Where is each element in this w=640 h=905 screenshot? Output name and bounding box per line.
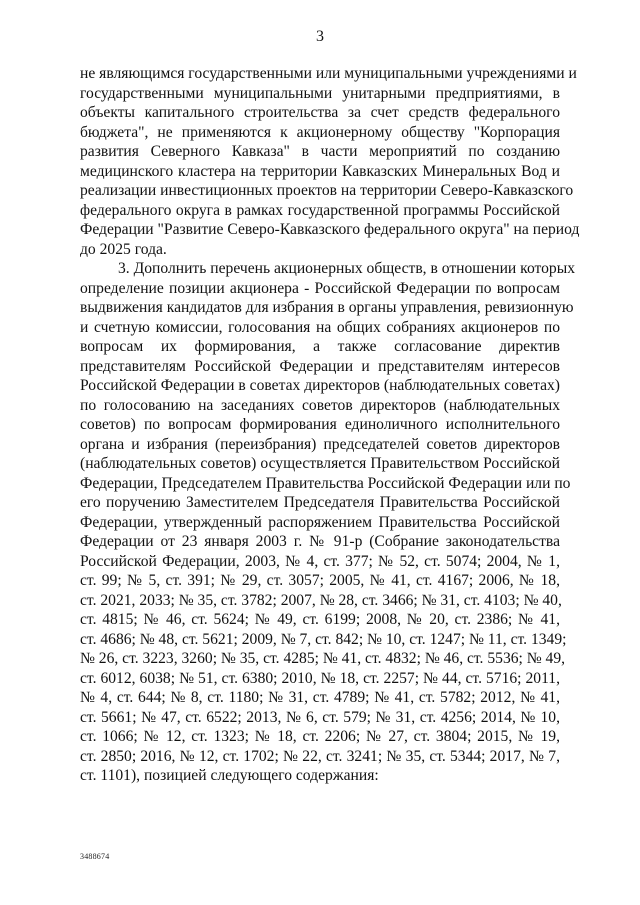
text-line: ст. 1066; № 12, ст. 1323; № 18, ст. 2206; № 27, ст. 3804; 2015, № 19, bbox=[80, 728, 560, 745]
text-line: Федерации от 23 января 2003 г. № 91-р (Собрание законодательства bbox=[80, 533, 560, 550]
document-body bbox=[80, 64, 580, 786]
text-line: № 26, ст. 3223, 3260; № 35, ст. 4285; № 41, ст. 4832; № 46, ст. 5536; № 49, bbox=[80, 650, 566, 667]
text-line: по голосованию на заседаниях советов директоров (наблюдательных bbox=[80, 396, 560, 414]
text-line: его поручению Заместителем Председателя Правительства Российской bbox=[80, 494, 560, 511]
page-number: 3 bbox=[316, 28, 324, 45]
text-line: советов) по вопросам формирования единоличного исполнительного bbox=[80, 416, 560, 433]
text-line: государственными муниципальными унитарными предприятиями, в bbox=[80, 84, 560, 102]
text-line: Российской Федерации в советах директоров (наблюдательных советах) bbox=[80, 377, 560, 394]
text-line: выдвижения кандидатов для избрания в органы управления, ревизионную bbox=[80, 299, 574, 316]
text-line: Федерации, Председателем Правительства Российской Федерации или по bbox=[80, 474, 571, 492]
text-line: ст. 2850; 2016, № 12, ст. 1702; № 22, ст. 3241; № 35, ст. 5344; 2017, № 7, bbox=[80, 747, 560, 765]
text-line: медицинского кластера на территории Кавказских Минеральных Вод и bbox=[80, 162, 560, 180]
text-line: Федерации, утвержденный распоряжением Правительства Российской bbox=[80, 513, 560, 531]
text-line: ст. 1101), позицией следующего содержания: bbox=[80, 767, 379, 784]
text-line: 3. Дополнить перечень акционерных обществ, в отношении которых bbox=[118, 260, 576, 277]
text-line: ст. 6012, 6038; № 51, ст. 6380; 2010, № 18, ст. 2257; № 44, ст. 5716; 2011, bbox=[80, 669, 560, 687]
text-line: ст. 99; № 5, ст. 391; № 29, ст. 3057; 2005, № 41, ст. 4167; 2006, № 18, bbox=[80, 572, 560, 589]
text-line: ст. 4686; № 48, ст. 5621; 2009, № 7, ст. 842; № 10, ст. 1247; № 11, ст. 1349; bbox=[80, 630, 567, 648]
text-line: ст. 4815; № 46, ст. 5624; № 49, ст. 6199; 2008, № 20, ст. 2386; № 41, bbox=[80, 611, 560, 628]
text-line: № 4, ст. 644; № 8, ст. 1180; № 31, ст. 4789; № 41, ст. 5782; 2012, № 41, bbox=[80, 689, 560, 706]
document-code: 3488674 bbox=[80, 852, 110, 861]
text-line: не являющимся государственными или муниципальными учреждениями и bbox=[80, 65, 577, 82]
text-line: реализации инвестиционных проектов на территории Северо-Кавказского bbox=[80, 182, 574, 199]
text-line: ст. 5661; № 47, ст. 6522; 2013, № 6, ст. 579; № 31, ст. 4256; 2014, № 10, bbox=[80, 708, 560, 726]
text-line: бюджета", не применяются к акционерному обществу "Корпорация bbox=[80, 123, 560, 141]
text-line: ст. 2021, 2033; № 35, ст. 3782; 2007, № 28, ст. 3466; № 31, ст. 4103; № 40, bbox=[80, 591, 562, 609]
text-line: представителям Российской Федерации и представителям интересов bbox=[80, 357, 560, 375]
text-line: (наблюдательных советов) осуществляется Правительством Российской bbox=[80, 455, 560, 472]
text-line: развития Северного Кавказа" в части мероприятий по созданию bbox=[80, 143, 560, 160]
text-line: определение позиции акционера - Российской Федерации по вопросам bbox=[80, 279, 560, 297]
text-line: объекты капитального строительства за счет средств федерального bbox=[80, 104, 560, 121]
text-line: федерального округа в рамках государственной программы Российской bbox=[80, 201, 560, 219]
paragraph-1 bbox=[80, 64, 580, 259]
paragraph-2 bbox=[80, 259, 576, 786]
text-line: органа и избрания (переизбрания) председателей советов директоров bbox=[80, 435, 560, 453]
text-line: до 2025 года. bbox=[80, 240, 167, 258]
text-line: Российской Федерации, 2003, № 4, ст. 377; № 52, ст. 5074; 2004, № 1, bbox=[80, 552, 560, 570]
text-line: и счетную комиссии, голосования на общих собраниях акционеров по bbox=[80, 318, 560, 336]
text-line: Федерации "Развитие Северо-Кавказского федерального округа" на период bbox=[80, 221, 580, 238]
text-line: вопросам их формирования, а также согласование директив bbox=[80, 338, 560, 355]
